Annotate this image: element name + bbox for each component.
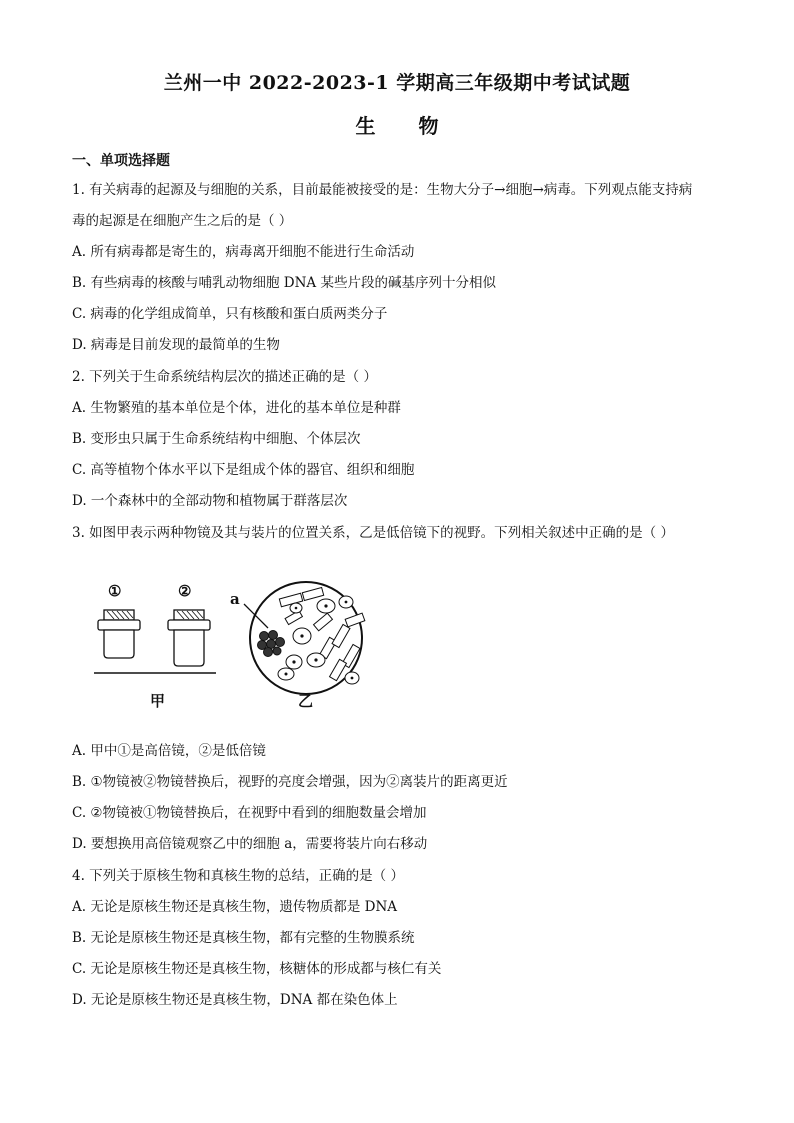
q1-option-a: A. 所有病毒都是寄生的，病毒离开细胞不能进行生命活动 [72,244,415,260]
q2-option-d: D. 一个森林中的全部动物和植物属于群落层次 [72,493,348,509]
field-of-view [244,582,365,694]
objective-lens-2 [168,610,210,666]
q3-option-d: D. 要想换用高倍镜观察乙中的细胞 a，需要将装片向右移动 [72,836,428,852]
microscope-diagram [90,578,390,718]
objective-lens-1 [98,610,140,658]
section-heading: 一、单项选择题 [72,153,170,169]
objective-1-label: ① [108,582,122,600]
q4-option-a: A. 无论是原核生物还是真核生物，遗传物质都是 DNA [72,899,398,915]
subject-title: 生 物 [355,114,457,138]
q3-stem: 3. 如图甲表示两种物镜及其与装片的位置关系，乙是低倍镜下的视野。下列相关叙述中正确的是（ ） [72,525,674,541]
q4-option-c: C. 无论是原核生物还是真核生物，核糖体的形成都与核仁有关 [72,961,442,977]
q2-option-a: A. 生物繁殖的基本单位是个体，进化的基本单位是种群 [72,400,401,416]
microscope-figure [90,578,390,718]
q1-stem-line2: 毒的起源是在细胞产生之后的是（ ） [72,213,293,229]
figure-yi-label: 乙 [298,692,314,710]
q4-option-b: B. 无论是原核生物还是真核生物，都有完整的生物膜系统 [72,930,415,946]
q4-stem: 4. 下列关于原核生物和真核生物的总结，正确的是（ ） [72,868,404,884]
objective-2-label: ② [178,582,192,600]
q1-option-c: C. 病毒的化学组成简单，只有核酸和蛋白质两类分子 [72,306,388,322]
figure-jia-label: 甲 [150,692,166,710]
q2-option-b: B. 变形虫只属于生命系统结构中细胞、个体层次 [72,431,361,447]
q1-stem-line1: 1. 有关病毒的起源及与细胞的关系，目前最能被接受的是：生物大分子→细胞→病毒。下列观点能支持病 [72,182,693,198]
q3-option-b: B. ①物镜被②物镜替换后，视野的亮度会增强，因为②离装片的距离更近 [72,774,508,790]
q3-option-a: A. 甲中①是高倍镜，②是低倍镜 [72,743,266,759]
q2-stem: 2. 下列关于生命系统结构层次的描述正确的是（ ） [72,369,377,385]
q3-option-c: C. ②物镜被①物镜替换后，在视野中看到的细胞数量会增加 [72,805,427,821]
q2-option-c: C. 高等植物个体水平以下是组成个体的器官、组织和细胞 [72,462,415,478]
q4-option-d: D. 无论是原核生物还是真核生物，DNA 都在染色体上 [72,992,398,1008]
q1-option-d: D. 病毒是目前发现的最简单的生物 [72,337,280,353]
q1-option-b: B. 有些病毒的核酸与哺乳动物细胞 DNA 某些片段的碱基序列十分相似 [72,275,496,291]
cell-a-label: a [230,590,240,608]
exam-title: 兰州一中 2022-2023-1 学期高三年级期中考试试题 [163,72,631,94]
